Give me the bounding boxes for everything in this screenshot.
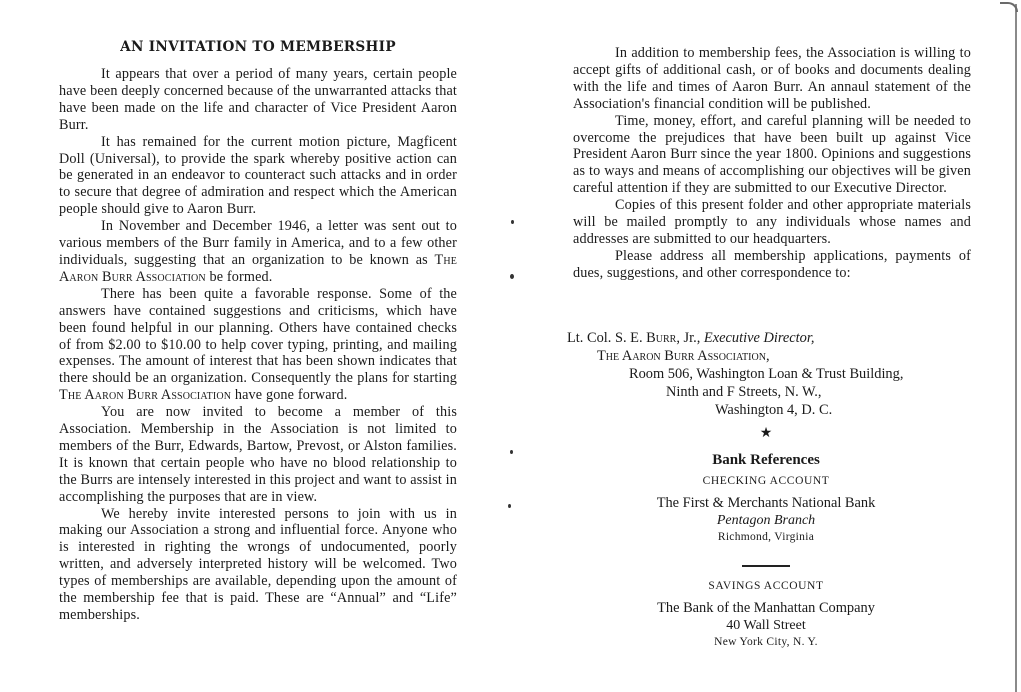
paragraph: There has been quite a favorable response. Some of the answers have contained suggestions and criticisms, which have been found helpful in our planning. Others have contained checks of from $2.00 to $10.00 to help cover typing, printing, and mailing expenses. The amount of interest that has been shown indicates that there should be an organization. Consequently the plans for starting The Aaron Burr Association have gone forward.	[59, 285, 457, 404]
address-street: Ninth and F Streets, N. W.,	[666, 384, 822, 400]
paragraph: Copies of this present folder and other appropriate materials will be mailed promptly to any individuals whose names and addresses are submitted to our headquarters.	[573, 197, 971, 247]
association-name: The Aaron Burr Association	[59, 251, 457, 285]
paragraph: In November and December 1946, a letter was sent out to various members of the Burr family in America, and to a few other individuals, suggesting that an organization to be known as The Aaron Burr Association be formed.	[59, 218, 457, 285]
page-title: AN INVITATION TO MEMBERSHIP	[120, 39, 396, 55]
address-city: Washington 4, D. C.	[715, 402, 833, 418]
bank-references-title: Bank References	[712, 452, 820, 468]
gutter-mark	[510, 274, 514, 279]
section-divider	[742, 565, 790, 567]
savings-bank-street: 40 Wall Street	[726, 618, 806, 633]
gutter-mark	[511, 220, 514, 224]
checking-bank-name: The First & Merchants National Bank	[656, 495, 876, 511]
left-page	[59, 38, 457, 624]
checking-bank-branch: Pentagon Branch	[716, 513, 816, 528]
gutter-mark	[510, 450, 513, 454]
director-role: Executive Director,	[703, 330, 815, 346]
paragraph: It appears that over a period of many years, certain people have been deeply concerned because of the unwarranted attacks that have been made on the life and character of Vice President Aaron Burr.	[59, 66, 457, 133]
address-room: Room 506, Washington Loan & Trust Building,	[629, 366, 904, 382]
page-edge-border	[1015, 4, 1017, 692]
savings-bank-city: New York City, N. Y.	[714, 636, 818, 648]
savings-account-label: SAVINGS ACCOUNT	[708, 580, 824, 592]
mailing-address	[567, 329, 987, 419]
address-name-line: Lt. Col. S. E. Burr, Jr., Executive Director,	[567, 330, 815, 346]
bank-references	[600, 426, 932, 650]
checking-account-label: CHECKING ACCOUNT	[702, 475, 830, 487]
paragraph: Please address all membership applications, payments of dues, suggestions, and other correspondence to:	[573, 247, 971, 281]
checking-bank-city: Richmond, Virginia	[717, 531, 815, 543]
paragraph: You are now invited to become a member of this Association. Membership in the Association is not limited to members of the Burr, Edwards, Bartow, Prevost, or Alston families. It is known that certain people who have no blood relationship to the Burrs are intensely interested in this project and want to assist in accomplishing the purposes that are in view.	[59, 404, 457, 505]
paragraph: We hereby invite interested persons to join with us in making our Association a strong and influential force. Anyone who is interested in righting the wrongs of undocumented, poorly written, and adversely interpreted history will be welcomed. Two types of memberships are available, depending upon the amount of the membership fee that is paid. These are “Annual” and “Life” memberships.	[59, 505, 457, 623]
paragraph: In addition to membership fees, the Association is willing to accept gifts of additional cash, or of books and documents dealing with the life and times of Aaron Burr. An annaul statement of the Association's financial condition will be published.	[573, 45, 971, 112]
association-name: The Aaron Burr Association	[59, 387, 232, 404]
savings-bank-name: The Bank of the Manhattan Company	[657, 600, 875, 616]
paragraph: It has remained for the current motion picture, Magficent Doll (Universal), to provide the spark whereby positive action can be generated in an endeavor to counteract such attacks and in order to secure that degree of admiration and respect which the American people should give to Aaron Burr.	[59, 133, 457, 218]
address-organization: The Aaron Burr Association,	[597, 348, 770, 364]
paragraph: Time, money, effort, and careful planning will be needed to overcome the prejudices that have been built up against Vice President Aaron Burr since the year 1800. Opinions and suggestions as to ways and means of accomplishing our objectives will be given careful attention if they are submitted to our Executive Director.	[573, 112, 971, 197]
star-ornament-icon: ★	[759, 426, 773, 441]
right-page	[573, 45, 971, 282]
gutter-mark	[508, 504, 511, 508]
